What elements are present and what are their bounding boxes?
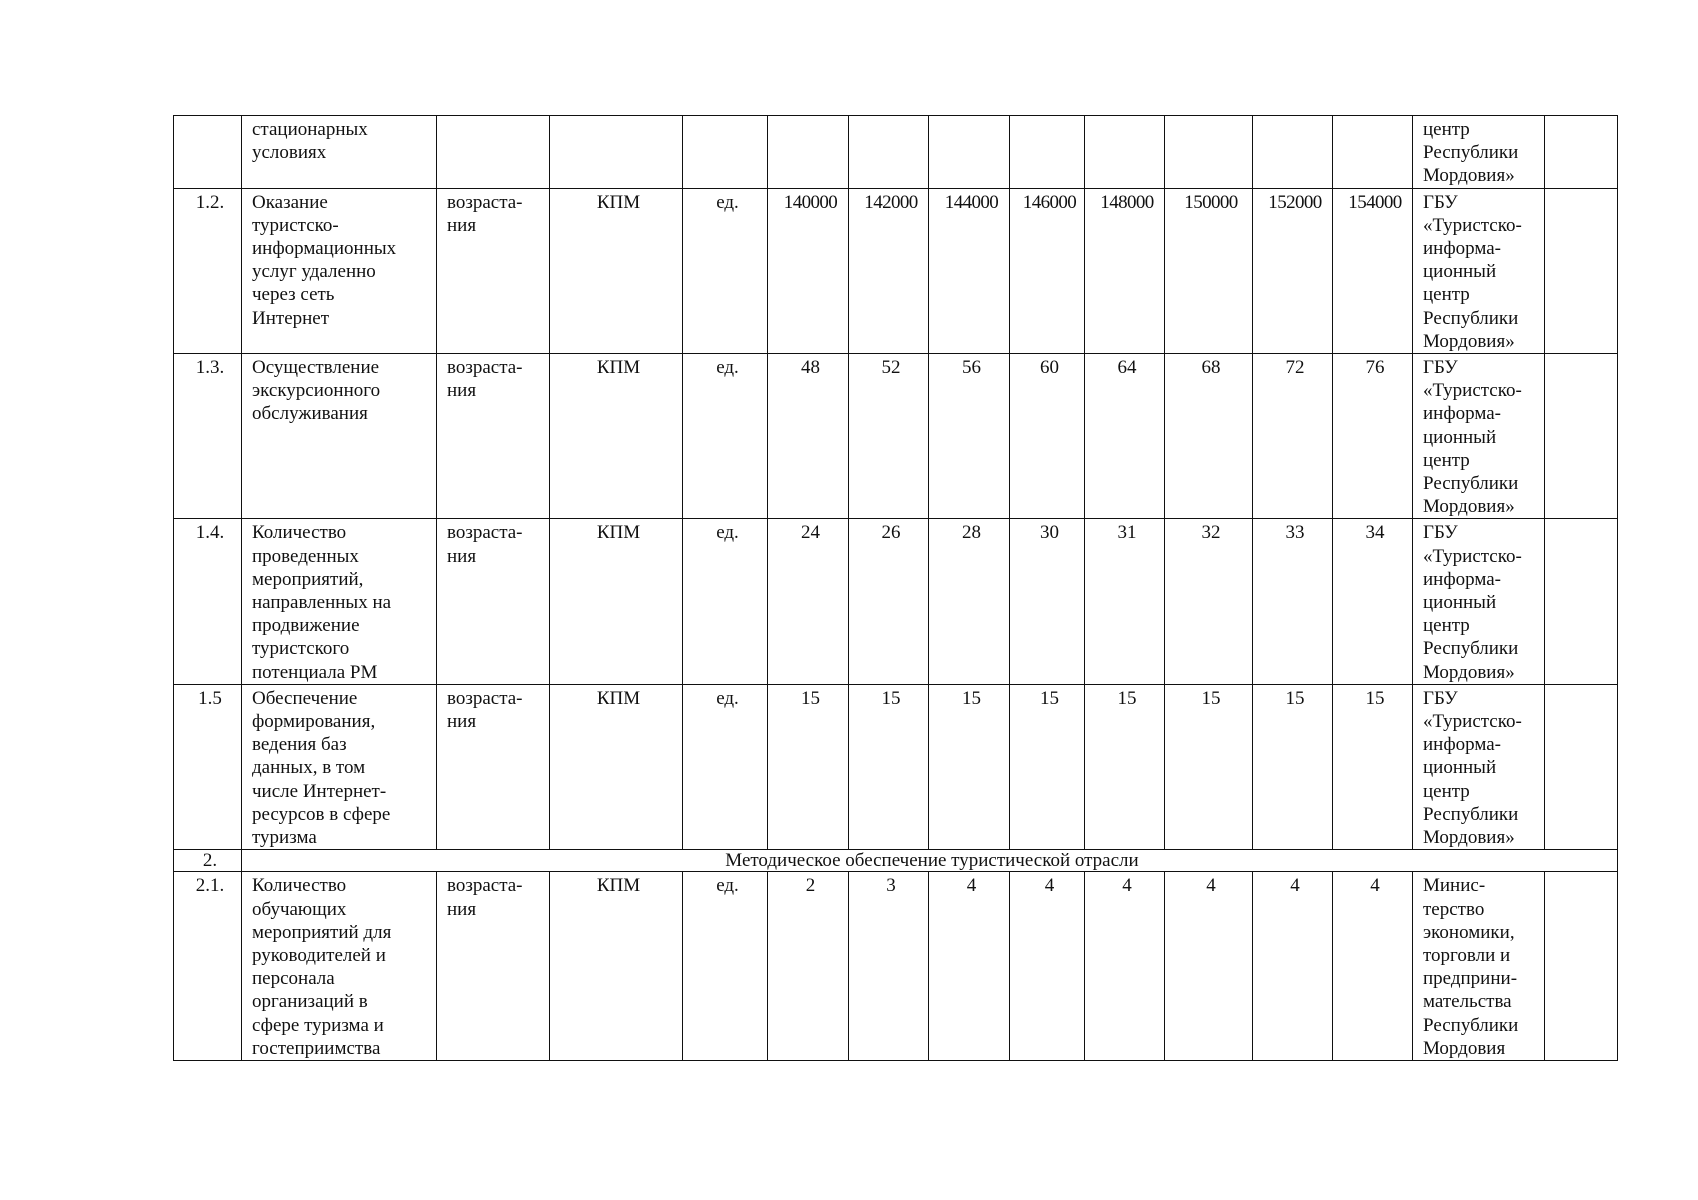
value-year-3: 15: [929, 684, 1010, 849]
value-year-6: 4: [1165, 872, 1253, 1061]
empty-cell: [1545, 116, 1618, 189]
responsible-org-line: Республики: [1423, 307, 1519, 329]
responsible-org-line: ГБУ: [1423, 357, 1458, 379]
indicator-name: [242, 188, 437, 353]
indicator-name-line: туристского: [252, 638, 350, 660]
indicator-name-line: продвижение: [252, 615, 360, 637]
indicator-name-line: через сеть: [252, 284, 335, 306]
value-year-1: 140000: [768, 188, 849, 353]
indicator-name-line: услуг удаленно: [252, 261, 376, 283]
empty-cell: [849, 116, 929, 189]
row-number: 1.5: [174, 684, 242, 849]
indicator-name-line: мероприятий,: [252, 568, 364, 590]
data-source: КПМ: [550, 684, 683, 849]
table-row: [174, 872, 1618, 1061]
data-source: КПМ: [550, 872, 683, 1061]
value-year-5: 4: [1085, 872, 1165, 1061]
value-year-7: 15: [1253, 684, 1333, 849]
trend-direction: [437, 354, 550, 519]
trend-direction-line: ния: [447, 898, 477, 920]
table-body: [174, 116, 1618, 1061]
indicator-name: [242, 684, 437, 849]
trend-direction: [437, 684, 550, 849]
value-year-1: 24: [768, 519, 849, 684]
responsible-org-line: Республики: [1423, 1014, 1519, 1036]
indicator-name: [242, 872, 437, 1061]
responsible-org-line: Республики: [1423, 638, 1519, 660]
trend-direction-line: ния: [447, 214, 477, 236]
responsible-org-line: ционный: [1423, 757, 1497, 779]
empty-cell: [437, 116, 550, 189]
value-year-7: 72: [1253, 354, 1333, 519]
responsible-org: [1413, 684, 1545, 849]
responsible-org-line: информа-: [1423, 238, 1502, 260]
trend-direction: [437, 872, 550, 1061]
responsible-org: [1413, 116, 1545, 189]
unit: ед.: [683, 519, 768, 684]
indicator-name-line: информационных: [252, 238, 397, 260]
responsible-org-line: центр: [1423, 119, 1470, 140]
value-year-7: 4: [1253, 872, 1333, 1061]
indicator-name-line: проведенных: [252, 545, 359, 567]
indicator-name-line: числе Интернет-: [252, 780, 387, 802]
trend-direction-line: ния: [447, 711, 477, 733]
responsible-org-line: Мордовия»: [1423, 827, 1515, 849]
value-year-4: 15: [1010, 684, 1085, 849]
indicator-name-line: ведения баз: [252, 734, 347, 756]
indicator-name-line: сфере туризма и: [252, 1014, 384, 1036]
indicator-name-line: гостеприимства: [252, 1037, 381, 1059]
empty-cell: [1085, 116, 1165, 189]
responsible-org-line: Мордовия: [1423, 1037, 1506, 1059]
data-source: КПМ: [550, 188, 683, 353]
value-year-3: 28: [929, 519, 1010, 684]
empty-cell: [1253, 116, 1333, 189]
table-row: [174, 684, 1618, 849]
responsible-org-line: «Туристско-: [1423, 711, 1522, 733]
value-year-5: 148000: [1085, 188, 1165, 353]
trend-direction: [437, 519, 550, 684]
empty-cell: [1333, 116, 1413, 189]
responsible-org-line: торговли и: [1423, 944, 1511, 966]
indicator-name-line: обслуживания: [252, 403, 368, 425]
responsible-org-line: ционный: [1423, 426, 1497, 448]
indicator-name-line: потенциала РМ: [252, 661, 378, 683]
responsible-org-line: ГБУ: [1423, 522, 1458, 544]
indicator-name-line: обучающих: [252, 898, 347, 920]
responsible-org-line: Республики: [1423, 803, 1519, 825]
value-year-4: 146000: [1010, 188, 1085, 353]
responsible-org-line: информа-: [1423, 568, 1502, 590]
responsible-org-line: Республики: [1423, 473, 1519, 495]
indicator-name: [242, 519, 437, 684]
value-year-2: 52: [849, 354, 929, 519]
table-row: [174, 188, 1618, 353]
responsible-org-line: Мордовия»: [1423, 165, 1515, 187]
value-year-5: 31: [1085, 519, 1165, 684]
value-year-1: 15: [768, 684, 849, 849]
value-year-8: 34: [1333, 519, 1413, 684]
responsible-org-line: Мордовия»: [1423, 330, 1515, 352]
value-year-4: 4: [1010, 872, 1085, 1061]
empty-cell: [1545, 684, 1618, 849]
empty-cell: [1545, 188, 1618, 353]
responsible-org-line: информа-: [1423, 734, 1502, 756]
responsible-org-line: центр: [1423, 449, 1470, 471]
value-year-8: 4: [1333, 872, 1413, 1061]
value-year-1: 48: [768, 354, 849, 519]
empty-cell: [683, 116, 768, 189]
responsible-org-line: «Туристско-: [1423, 214, 1522, 236]
table-row: [174, 519, 1618, 684]
responsible-org-line: ционный: [1423, 592, 1497, 614]
responsible-org-line: ГБУ: [1423, 191, 1458, 213]
value-year-6: 32: [1165, 519, 1253, 684]
value-year-3: 4: [929, 872, 1010, 1061]
responsible-org-line: Минис-: [1423, 875, 1486, 897]
responsible-org-line: Мордовия»: [1423, 661, 1515, 683]
value-year-8: 15: [1333, 684, 1413, 849]
indicator-name-line: организаций в: [252, 991, 368, 1013]
trend-direction-line: ния: [447, 380, 477, 402]
table-row-continued: [174, 116, 1618, 189]
trend-direction-line: возраста-: [447, 191, 523, 213]
indicator-name: [242, 354, 437, 519]
row-number: 1.3.: [174, 354, 242, 519]
value-year-4: 30: [1010, 519, 1085, 684]
indicator-name-line: Обеспечение: [252, 687, 358, 709]
table-row: [174, 354, 1618, 519]
section-number: 2.: [174, 850, 242, 872]
unit: ед.: [683, 188, 768, 353]
value-year-3: 144000: [929, 188, 1010, 353]
value-year-2: 26: [849, 519, 929, 684]
indicators-table: [173, 115, 1618, 1061]
empty-cell: [1545, 354, 1618, 519]
responsible-org-line: центр: [1423, 284, 1470, 306]
value-year-5: 15: [1085, 684, 1165, 849]
value-year-2: 3: [849, 872, 929, 1061]
value-year-6: 68: [1165, 354, 1253, 519]
indicator-name-line: экскурсионного: [252, 380, 381, 402]
responsible-org-line: центр: [1423, 615, 1470, 637]
trend-direction-line: возраста-: [447, 357, 523, 379]
unit: ед.: [683, 872, 768, 1061]
responsible-org-line: экономики,: [1423, 921, 1515, 943]
value-year-7: 152000: [1253, 188, 1333, 353]
indicator-name-line: Осуществление: [252, 357, 380, 379]
indicator-name-line: Интернет: [252, 307, 330, 329]
indicator-name-line: Оказание: [252, 191, 328, 213]
indicator-name-line: персонала: [252, 968, 335, 990]
trend-direction-line: возраста-: [447, 875, 523, 897]
indicator-name-line: руководителей и: [252, 944, 386, 966]
indicator-name-line: мероприятий для: [252, 921, 392, 943]
value-year-6: 15: [1165, 684, 1253, 849]
empty-cell: [929, 116, 1010, 189]
empty-cell: [1165, 116, 1253, 189]
row-number: 1.2.: [174, 188, 242, 353]
trend-direction-line: возраста-: [447, 522, 523, 544]
responsible-org-line: предприни-: [1423, 968, 1518, 990]
indicator-name-line: стационарных: [252, 119, 368, 140]
indicator-name-line: условиях: [252, 142, 327, 164]
responsible-org-line: «Туристско-: [1423, 380, 1522, 402]
responsible-org-line: центр: [1423, 780, 1470, 802]
indicator-name-line: туристско-: [252, 214, 339, 236]
indicator-name-line: Количество: [252, 522, 347, 544]
responsible-org-line: ционный: [1423, 261, 1497, 283]
empty-cell: [768, 116, 849, 189]
responsible-org: [1413, 188, 1545, 353]
responsible-org-line: Республики: [1423, 142, 1519, 164]
trend-direction: [437, 188, 550, 353]
trend-direction-line: возраста-: [447, 687, 523, 709]
responsible-org: [1413, 519, 1545, 684]
indicator-name-line: формирования,: [252, 711, 376, 733]
value-year-6: 150000: [1165, 188, 1253, 353]
value-year-8: 154000: [1333, 188, 1413, 353]
empty-cell: [550, 116, 683, 189]
indicator-name-line: ресурсов в сфере: [252, 803, 391, 825]
indicator-name-line: Количество: [252, 875, 347, 897]
responsible-org-line: ГБУ: [1423, 687, 1458, 709]
responsible-org: [1413, 872, 1545, 1061]
indicator-name-line: туризма: [252, 827, 317, 849]
data-source: КПМ: [550, 519, 683, 684]
section-header-row: [174, 850, 1618, 872]
value-year-5: 64: [1085, 354, 1165, 519]
empty-cell: [1545, 872, 1618, 1061]
row-number: 2.1.: [174, 872, 242, 1061]
unit: ед.: [683, 684, 768, 849]
row-number: [174, 116, 242, 189]
trend-direction-line: ния: [447, 545, 477, 567]
responsible-org-line: «Туристско-: [1423, 545, 1522, 567]
value-year-7: 33: [1253, 519, 1333, 684]
responsible-org-line: Мордовия»: [1423, 496, 1515, 518]
responsible-org: [1413, 354, 1545, 519]
value-year-1: 2: [768, 872, 849, 1061]
data-source: КПМ: [550, 354, 683, 519]
value-year-8: 76: [1333, 354, 1413, 519]
empty-cell: [1545, 519, 1618, 684]
indicator-name: [242, 116, 437, 189]
section-title: Методическое обеспечение туристической отрасли: [242, 850, 1618, 872]
indicator-name-line: направленных на: [252, 592, 392, 614]
responsible-org-line: мательства: [1423, 991, 1512, 1013]
empty-cell: [1010, 116, 1085, 189]
value-year-2: 15: [849, 684, 929, 849]
value-year-4: 60: [1010, 354, 1085, 519]
row-number: 1.4.: [174, 519, 242, 684]
unit: ед.: [683, 354, 768, 519]
value-year-2: 142000: [849, 188, 929, 353]
indicator-name-line: данных, в том: [252, 757, 366, 779]
responsible-org-line: терство: [1423, 898, 1485, 920]
responsible-org-line: информа-: [1423, 403, 1502, 425]
value-year-3: 56: [929, 354, 1010, 519]
